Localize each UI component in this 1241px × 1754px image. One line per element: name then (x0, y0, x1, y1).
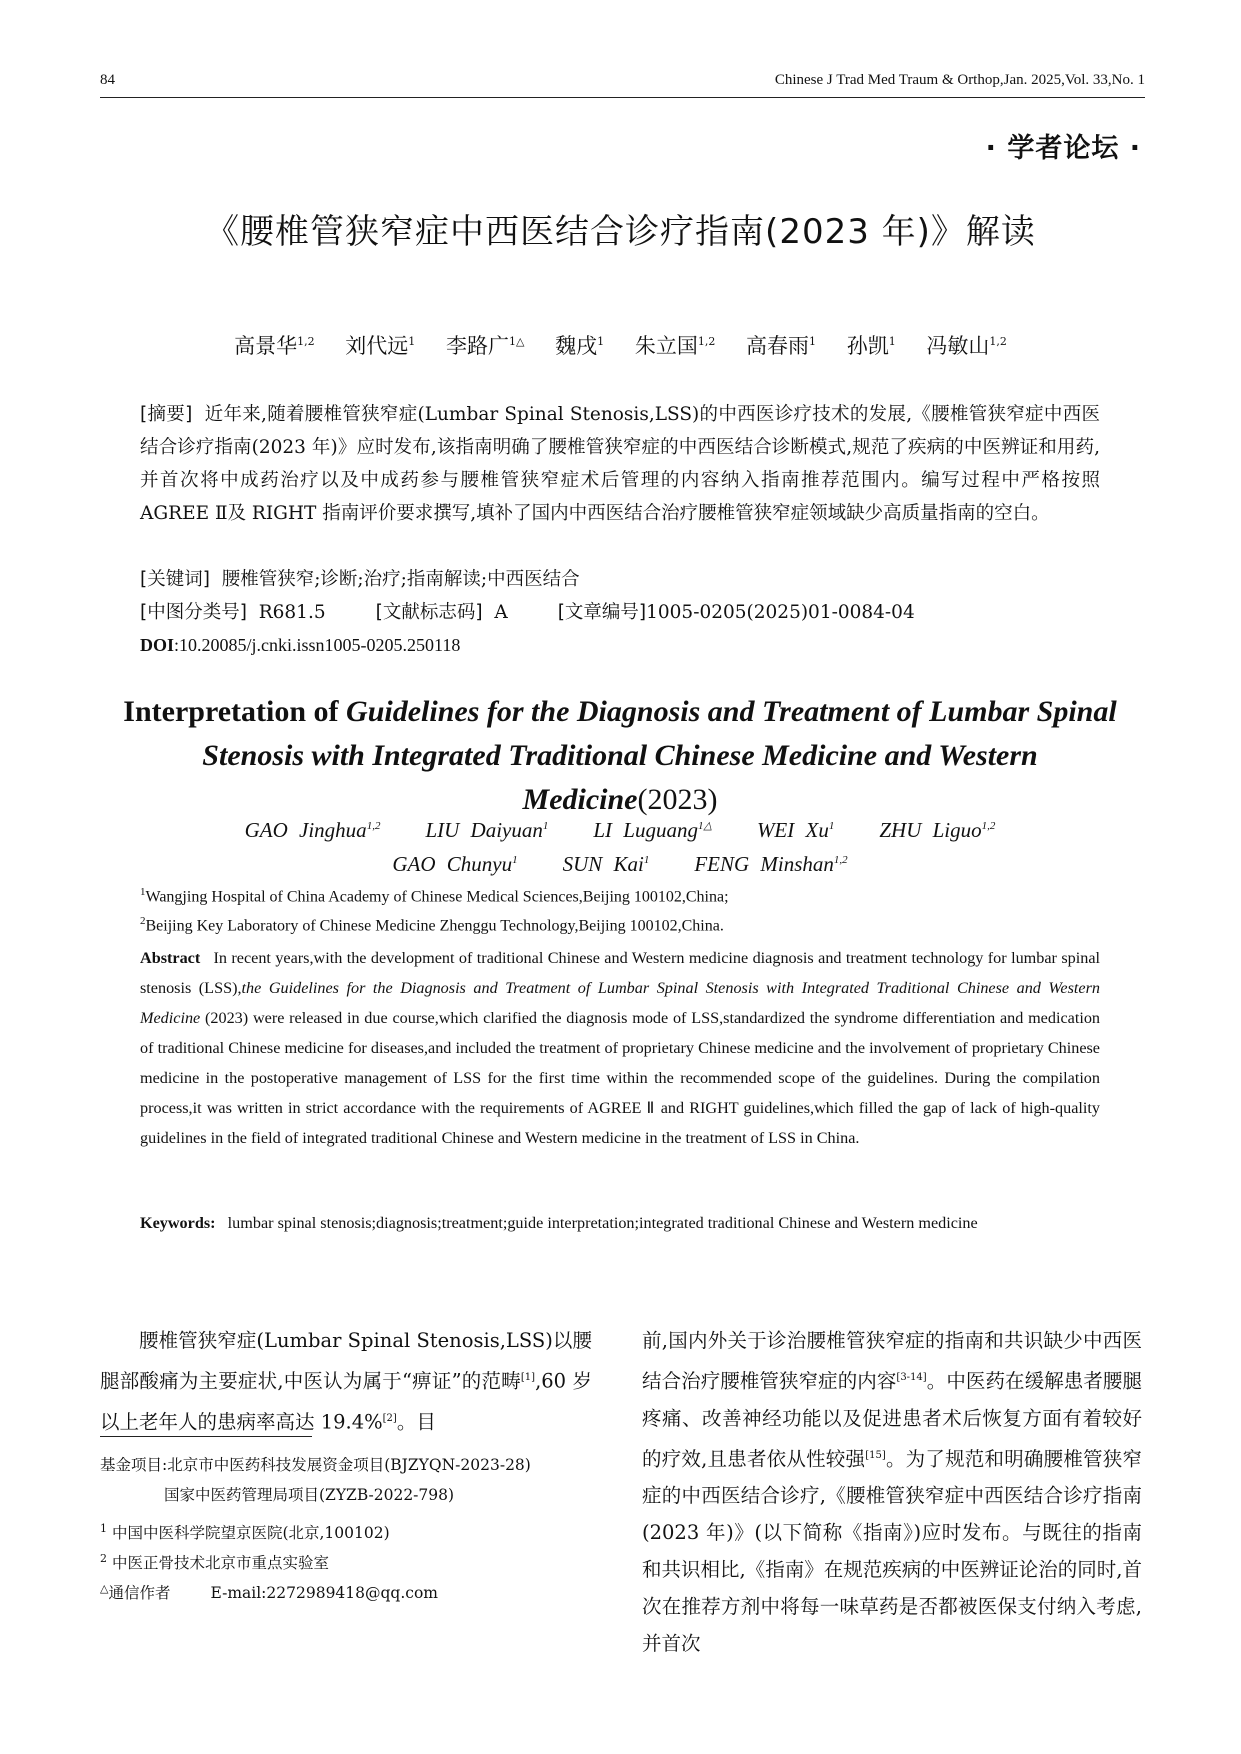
body-text-right-column: 前,国内外关于诊治腰椎管狭窄症的指南和共识缺少中西医结合治疗腰椎管狭窄症的内容[3-14]。中医药在缓解患者腰腿疼痛、改善神经功能以及促进患者术后恢复方面有着较好的疗效,且患者依从性较强[15]。为了规范和明确腰椎管狭窄症的中西医结合诊疗,《腰椎管狭窄症中西医结合诊疗指南(2023 年)》(以下简称《指南》)应时发布。与既往的指南和共识相比,《指南》在规范疾病的中医辨证论治的同时,首次在推荐方剂中将每一味草药是否都被医保支付纳入考虑,并首次 (642, 1329, 1142, 1655)
author: 朱立国$^{1,2}$ (634, 334, 716, 358)
header-rule (100, 97, 1145, 98)
abstract-label: Abstract (140, 949, 201, 967)
author: GAO Jinghua$^{1,2}$ (244, 818, 381, 842)
page-number: 84 (100, 72, 115, 88)
doi-label: DOI (140, 635, 175, 655)
fund-project-2: 国家中医药管理局项目(ZYZB-2022-798) (164, 1486, 455, 1504)
english-abstract: Abstract In recent years,with the development of traditional Chinese and Western medicine diagnosis and treatment technology for lumbar spinal stenosis (LSS),the Guidelines for the Diagnosis and Treatment of Lumbar Spinal Stenosis with Integrated Traditional Chinese and Western Medicine (2023) were released in due course,which clarified the diagnosis mode of LSS,standardized the syndrome differentiation and medication of traditional Chinese medicine for diseases,and included the treatment of proprietary Chinese medicine and the involvement of proprietary Chinese medicine in the postoperative management of LSS for the first time within the recommended scope of the guidelines. During the compilation process,it was written in strict accordance with the requirements of AGREE Ⅱ and RIGHT guidelines,which filled the gap of lack of high-quality guidelines in the field of integrated traditional Chinese and Western medicine in the treatment of LSS in China. (140, 949, 1101, 1147)
citation: [2] (382, 1412, 397, 1424)
doi-value: :10.20085/j.cnki.issn1005-0205.250118 (174, 635, 461, 655)
english-authors-line1 (120, 818, 1120, 843)
doi (140, 629, 1100, 662)
author: LI Luguang$^{1\triangle}$ (593, 818, 712, 842)
chinese-title: 《腰椎管狭窄症中西医结合诊疗指南(2023 年)》解读 (205, 212, 1036, 252)
column-label: · 学者论坛 · (985, 133, 1141, 164)
article-number-value: 1005-0205(2025)01-0084-04 (646, 602, 915, 623)
footnote-affiliation-2: $^2$ 中医正骨技术北京市重点实验室 (100, 1552, 329, 1573)
keywords-text: 腰椎管狭窄;诊断;治疗;指南解读;中西医结合 (221, 569, 580, 590)
english-title: Interpretation of Guidelines for the Diagnosis and Treatment of Lumbar Spinal Stenosis with Integrated Traditional Chinese Medicine and Western Medicine(2023) (123, 695, 1117, 816)
clc-label: [中图分类号] (140, 602, 247, 623)
author: 李路广$^{1\triangle}$ (445, 334, 525, 358)
abstract-text: 近年来,随着腰椎管狭窄症(Lumbar Spinal Stenosis,LSS)的中西医诊疗技术的发展,《腰椎管狭窄症中西医结合诊疗指南(2023 年)》应时发布,该指南明确了腰椎管狭窄症的中西医结合诊断模式,规范了疾病的中医辨证和用药,并首次将中成药治疗以及中成药参与腰椎管狭窄症术后管理的内容纳入指南推荐范围内。编写过程中严格按照 AGREE Ⅱ及 RIGHT 指南评价要求撰写,填补了国内中西医结合治疗腰椎管狭窄症领域缺少高质量指南的空白。 (140, 404, 1100, 524)
affiliation-2: $^2$Beijing Key Laboratory of Chinese Medicine Zhenggu Technology,Beijing 100102,China. (140, 915, 724, 935)
author: SUN Kai$^1$ (562, 852, 650, 876)
author: 高景华$^{1,2}$ (234, 334, 315, 358)
author: GAO Chunyu$^1$ (392, 852, 518, 876)
footnote-rule (100, 1436, 312, 1437)
keywords-label: [关键词] (140, 569, 210, 590)
keywords-label: Keywords: (140, 1214, 216, 1232)
chinese-abstract (140, 398, 1100, 530)
citation: [1] (520, 1372, 536, 1383)
author: 高春雨$^1$ (746, 334, 817, 358)
classification-info (140, 596, 1100, 629)
body-text-left-column: 腰椎管狭窄症(Lumbar Spinal Stenosis,LSS)以腰腿部酸痛为主要症状,中医认为属于“痹证”的范畴[1],60 岁以上老年人的患病率高达 19.4%[2]。目 (100, 1329, 592, 1433)
fund-project-1: 基金项目:北京市中医药科技发展资金项目(BJZYQN-2023-28) (100, 1456, 531, 1474)
chinese-authors (0, 330, 1241, 360)
author: FENG Minshan$^{1,2}$ (694, 852, 848, 876)
author: LIU Daiyuan$^1$ (425, 818, 549, 842)
footnote-affiliation-1: $^1$ 中国中医科学院望京医院(北京,100102) (100, 1522, 390, 1543)
affiliation-1: $^1$Wangjing Hospital of China Academy of Chinese Medical Sciences,Beijing 100102,China; (140, 886, 729, 906)
journal-running-header: Chinese J Trad Med Traum & Orthop,Jan. 2025,Vol. 33,No. 1 (774, 72, 1145, 88)
author: ZHU Liguo$^{1,2}$ (879, 818, 996, 842)
doc-code-label: [文献标志码] (375, 602, 483, 623)
english-authors-line2 (120, 852, 1120, 877)
clc-value: R681.5 (258, 602, 326, 623)
author: 刘代远$^1$ (345, 334, 416, 358)
author: WEI Xu$^1$ (756, 818, 835, 842)
email: E-mail:2272989418@qq.com (210, 1584, 438, 1603)
author: 孙凯$^1$ (846, 334, 896, 358)
corresponding-author: △通信作者 E-mail:2272989418@qq.com (100, 1582, 438, 1603)
author: 冯敏山$^{1,2}$ (926, 334, 1007, 358)
author: 魏戌$^1$ (555, 334, 605, 358)
abstract-label: [摘要] (140, 404, 193, 425)
citation: [15] (865, 1449, 886, 1461)
citation: [3-14] (896, 1372, 927, 1383)
chinese-keywords (140, 563, 1100, 596)
doc-code-value: A (494, 602, 508, 623)
english-keywords: Keywords: lumbar spinal stenosis;diagnosis;treatment;guide interpretation;integrated traditional Chinese and Western medicine (140, 1214, 978, 1232)
article-number-label: [文章编号] (557, 602, 647, 623)
